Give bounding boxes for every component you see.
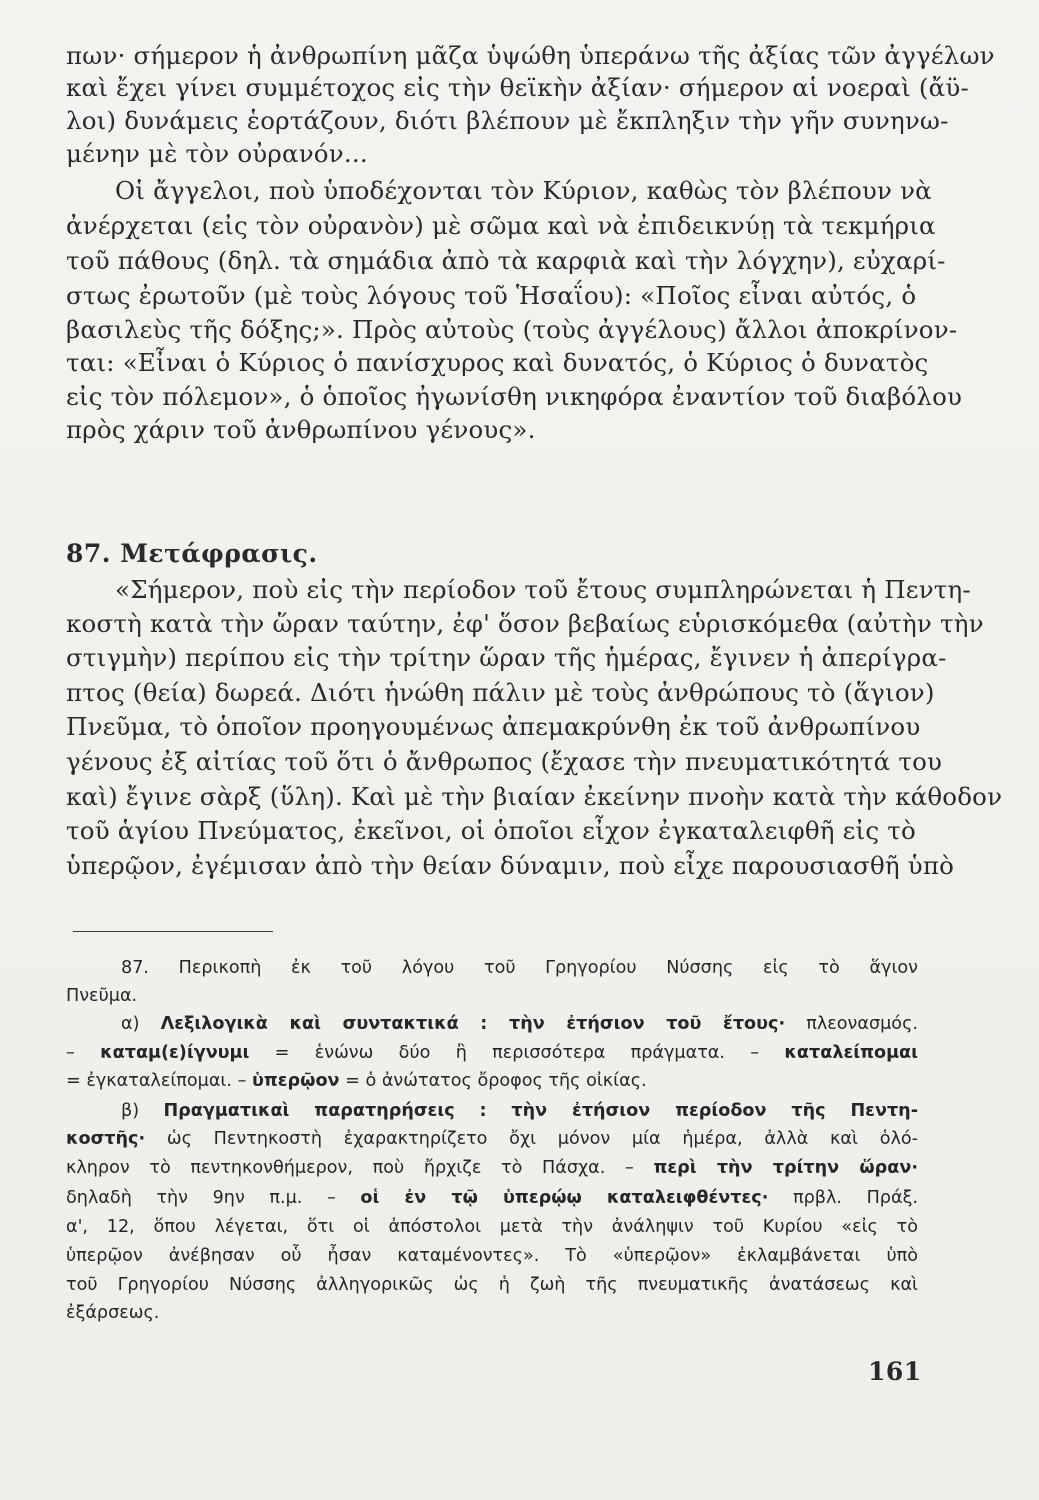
footnote-term: ὑπερῷον bbox=[251, 1071, 340, 1091]
footnote-fragment: ὡς Πεντηκοστὴ ἐχαρακτηρίζετο ὄχι μόνον μία ἡμέρα, ἀλλὰ καὶ ὁλό- bbox=[145, 1129, 918, 1149]
footnote-term: Λεξιλογικὰ καὶ συντακτικά : τὴν ἐτήσιον τοῦ ἔτους· bbox=[160, 1014, 786, 1034]
footnote-fragment: πρβλ. Πράξ. bbox=[768, 1188, 918, 1208]
footnote-fragment: δηλαδὴ τὴν 9ην π.μ. – bbox=[66, 1188, 361, 1208]
text-line: πτος (θεία) δωρεά. Διότι ἡνώθη πάλιν μὲ τοὺς ἀνθρώπους τὸ (ἅγιον) bbox=[66, 678, 935, 707]
footnote-term: οἱ ἐν τῷ ὑπερῴῳ καταλειφθέντες· bbox=[360, 1188, 769, 1208]
text-line: λοι) δυνάμεις ἑορτάζουν, διότι βλέπουν μὲ ἔκπληξιν τὴν γῆν συνηνω- bbox=[66, 106, 949, 135]
text-line: στιγμὴν) περίπου εἰς τὴν τρίτην ὥραν τῆς ἡμέρας, ἔγινεν ἡ ἀπερίγρα- bbox=[66, 643, 947, 672]
footnote-line: ὑπερῷον ἀνέβησαν οὗ ἦσαν καταμένοντες». Τὸ «ὑπερῷον» ἐκλαμβάνεται ὑπὸ bbox=[66, 1246, 918, 1266]
footnote-fragment: = ἐγκαταλείπομαι. – bbox=[66, 1071, 252, 1091]
text-line: Πνεῦμα, τὸ ὁποῖον προηγουμένως ἀπεμακρύνθη ἐκ τοῦ ἀνθρωπίνου bbox=[66, 712, 921, 741]
text-line: μένην μὲ τὸν οὐρανόν... bbox=[66, 139, 368, 168]
footnote-fragment: α) bbox=[121, 1014, 161, 1034]
text-line: τοῦ ἁγίου Πνεύματος, ἐκεῖνοι, οἱ ὁποῖοι εἶχον ἐγκαταλειφθῆ εἰς τὸ bbox=[66, 816, 916, 845]
footnote-line bbox=[66, 1068, 647, 1094]
footnote-term: Πραγματικαὶ παρατηρήσεις : τὴν ἐτήσιον περίοδον τῆς Πεντη- bbox=[163, 1101, 918, 1121]
text-line: γένους ἐξ αἰτίας τοῦ ὅτι ὁ ἄνθρωπος (ἔχασε τὴν πνευματικότητά του bbox=[66, 747, 943, 776]
footnote-term: καταλείπομαι bbox=[784, 1043, 918, 1063]
text-line: τοῦ πάθους (δηλ. τὰ σημάδια ἀπὸ τὰ καρφιὰ καὶ τὴν λόγχην), εὐχαρί- bbox=[66, 246, 946, 275]
footnote-divider bbox=[73, 931, 273, 932]
text-line: κοστὴ κατὰ τὴν ὥραν ταύτην, ἐφ' ὅσον βεβαίως εὑρισκόμεθα (αὐτὴν τὴν bbox=[66, 609, 984, 638]
text-line: πων· σήμερον ἡ ἀνθρωπίνη μᾶζα ὑψώθη ὑπεράνω τῆς ἀξίας τῶν ἀγγέλων bbox=[66, 41, 995, 70]
footnote-fragment: – bbox=[66, 1043, 101, 1063]
section-heading: 87. Μετάφρασις. bbox=[66, 539, 318, 568]
footnote-line: Πνεῦμα. bbox=[66, 986, 138, 1006]
text-line: ὑπερῷον, ἐγέμισαν ἀπὸ τὴν θείαν δύναμιν, ποὺ εἶχε παρουσιασθῆ ὑπὸ bbox=[66, 851, 955, 880]
footnote-line: ἐξάρσεως. bbox=[66, 1303, 160, 1323]
footnote-term: περὶ τὴν τρίτην ὥραν· bbox=[653, 1158, 918, 1178]
footnote-line bbox=[121, 1011, 918, 1037]
footnote-line bbox=[66, 1040, 918, 1066]
footnote-line bbox=[66, 1155, 918, 1181]
page-number: 161 bbox=[868, 1357, 922, 1386]
text-line: στως ἐρωτοῦν (μὲ τοὺς λόγους τοῦ Ἡσαΐου): «Ποῖος εἶναι αὐτός, ὁ bbox=[66, 281, 917, 310]
footnote-term: κοστῆς· bbox=[66, 1129, 146, 1149]
footnote-fragment: κληρον τὸ πεντηκονθήμερον, ποὺ ἤρχιζε τὸ Πάσχα. – bbox=[66, 1158, 654, 1178]
footnote-fragment: = ὁ ἀνώτατος ὄροφος τῆς οἰκίας. bbox=[339, 1071, 647, 1091]
text-line: Οἱ ἄγγελοι, ποὺ ὑποδέχονται τὸν Κύριον, καθὼς τὸν βλέπουν νὰ bbox=[115, 176, 932, 205]
footnote-fragment: β) bbox=[121, 1101, 164, 1121]
text-line: ται: «Εἶναι ὁ Κύριος ὁ πανίσχυρος καὶ δυνατός, ὁ Κύριος ὁ δυνατὸς bbox=[66, 348, 929, 377]
text-line: ἀνέρχεται (εἰς τὸν οὐρανὸν) μὲ σῶμα καὶ νὰ ἐπιδεικνύῃ τὰ τεκμήρια bbox=[66, 211, 936, 240]
footnote-line bbox=[121, 1098, 918, 1124]
text-line: βασιλεὺς τῆς δόξης;». Πρὸς αὐτοὺς (τοὺς ἀγγέλους) ἄλλοι ἀποκρίνον- bbox=[66, 315, 958, 344]
footnote-term: καταμ(ε)ίγνυμι bbox=[100, 1043, 250, 1063]
footnote-line bbox=[66, 1126, 918, 1152]
text-line: καὶ) ἔγινε σὰρξ (ὕλη). Καὶ μὲ τὴν βιαίαν ἐκείνην πνοὴν κατὰ τὴν κάθοδον bbox=[66, 782, 1003, 811]
text-line: καὶ ἔχει γίνει συμμέτοχος εἰς τὴν θεϊκὴν ἀξίαν· σήμερον αἱ νοεραὶ (ἄϋ- bbox=[66, 73, 969, 102]
footnote-line bbox=[66, 1185, 918, 1211]
text-line: πρὸς χάριν τοῦ ἀνθρωπίνου γένους». bbox=[66, 415, 536, 444]
footnote-line: τοῦ Γρηγορίου Νύσσης ἀλληγορικῶς ὡς ἡ ζωὴ τῆς πνευματικῆς ἀνατάσεως καὶ bbox=[66, 1275, 918, 1295]
footnote-fragment: = ἑνώνω δύο ἢ περισσότερα πράγματα. – bbox=[249, 1043, 785, 1063]
footnote-line: 87. Περικοπὴ ἐκ τοῦ λόγου τοῦ Γρηγορίου Νύσσης εἰς τὸ ἅγιον bbox=[121, 958, 918, 978]
footnote-line: α', 12, ὅπου λέγεται, ὅτι οἱ ἀπόστολοι μετὰ τὴν ἀνάληψιν τοῦ Κυρίου «εἰς τὸ bbox=[66, 1217, 918, 1237]
footnote-fragment: πλεονασμός. bbox=[785, 1014, 918, 1034]
text-line: εἰς τὸν πόλεμον», ὁ ὁποῖος ἠγωνίσθη νικηφόρα ἐναντίον τοῦ διαβόλου bbox=[66, 382, 963, 411]
text-line: «Σήμερον, ποὺ εἰς τὴν περίοδον τοῦ ἔτους συμπληρώνεται ἡ Πεντη- bbox=[115, 575, 971, 604]
